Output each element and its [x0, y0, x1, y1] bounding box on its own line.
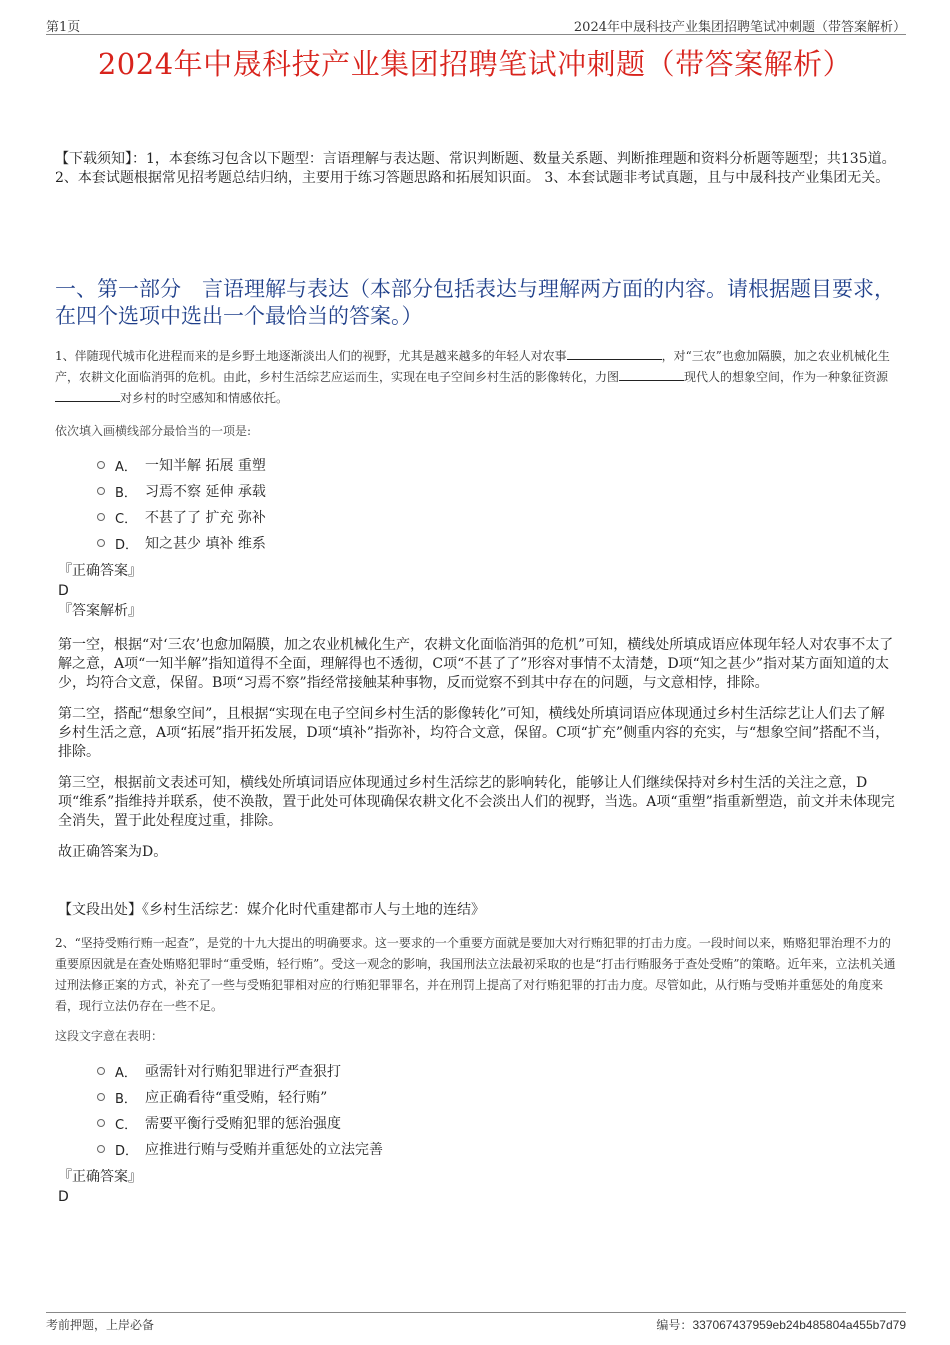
option-d[interactable]: D． 应推进行贿与受贿并重惩处的立法完善 — [97, 1136, 383, 1162]
option-a[interactable]: A． 一知半解 拓展 重塑 — [97, 452, 266, 478]
question-1-options — [97, 452, 266, 556]
radio-icon[interactable] — [97, 1093, 105, 1101]
option-b[interactable]: B． 应正确看待“重受贿，轻行贿” — [97, 1084, 383, 1110]
document-title: 2024年中晟科技产业集团招聘笔试冲刺题（带答案解析） — [97, 47, 853, 81]
answer-value: D — [58, 1189, 69, 1205]
page-header — [46, 14, 906, 35]
analysis-paragraph: 第三空，根据前文表述可知，横线处所填词语应体现通过乡村生活综艺的影响转化，能够让人们继续保持对乡村生活的关注之意，D项“维系”指维持并联系，使不涣散，置于此处可体现确保农耕文化不会淡出人们的视野，当选。A项“重塑”指重新塑造，前文并未体现完全消失，置于此处程度过重，排除。 — [58, 775, 895, 829]
page-footer — [46, 1312, 906, 1333]
option-d[interactable]: D． 知之甚少 填补 维系 — [97, 530, 266, 556]
option-a[interactable]: A． 亟需针对行贿犯罪进行严查狠打 — [97, 1058, 383, 1084]
page-number: 第1页 — [46, 20, 81, 35]
option-b[interactable]: B． 习焉不察 延伸 承载 — [97, 478, 266, 504]
analysis-paragraph: 第二空，搭配“想象空间”，且根据“实现在电子空间乡村生活的影像转化”可知，横线处所填词语应体现通过乡村生活综艺让人们去了解乡村生活之意，A项“拓展”指开拓发展，D项“填补”指弥补，均符合文意，保留。C项“扩充”侧重内容的充实，与“想象空间”搭配不当，排除。 — [58, 706, 890, 760]
radio-icon[interactable] — [97, 513, 105, 521]
analysis-label: 『答案解析』 — [58, 603, 142, 619]
answer-label: 『正确答案』 — [58, 1169, 142, 1185]
question-2-prompt: 这段文字意在表明： — [55, 1029, 164, 1043]
running-title: 2024年中晟科技产业集团招聘笔试冲刺题（带答案解析） — [573, 20, 906, 35]
question-2-stem: 2、“坚持受贿行贿一起查”，是党的十九大提出的明确要求。这一要求的一个重要方面就是要加大对行贿犯罪的打击力度。一段时间以来，贿赂犯罪治理不力的重要原因就是在查处贿赂犯罪时“重受贿，轻行贿”。受这一观念的影响，我国刑法立法最初采取的也是“打击行贿服务于查处受贿”的策略。近年来，立法机关通过刑法修正案的方式，补充了一些与受贿犯罪相对应的行贿犯罪罪名，并在刑罚上提高了对行贿犯罪的打击力度。尽管如此，从行贿与受贿并重惩处的角度来看，现行立法仍存在一些不足。 — [55, 936, 896, 1013]
passage-source: 【文段出处】《乡村生活综艺：媒介化时代重建都市人与土地的连结》 — [58, 902, 485, 918]
radio-icon[interactable] — [97, 539, 105, 547]
question-1-answer — [58, 561, 142, 621]
option-c[interactable]: C． 需要平衡行受贿犯罪的惩治强度 — [97, 1110, 383, 1136]
fill-blank-2 — [619, 368, 684, 381]
option-c[interactable]: C． 不甚了了 扩充 弥补 — [97, 504, 266, 530]
question-1-prompt: 依次填入画横线部分最恰当的一项是: — [55, 424, 252, 438]
fill-blank-1 — [567, 347, 662, 360]
question-1-stem: 1、伴随现代城市化进程而来的是乡野土地逐渐淡出人们的视野，尤其是越来越多的年轻人对农事 ，对“三农”也愈加隔膜，加之农业机械化生产，农耕文化面临消弭的危机。由此，乡村生活综艺应运而生，实现在电子空间乡村生活的影像转化，力图 现代人的想象空间，作为一种象征资源对乡村的时空感知和情感依托。 — [55, 349, 890, 405]
radio-icon[interactable] — [97, 1145, 105, 1153]
radio-icon[interactable] — [97, 1067, 105, 1075]
question-2-options — [97, 1058, 383, 1162]
question-2-answer — [58, 1167, 142, 1207]
radio-icon[interactable] — [97, 461, 105, 469]
section-heading: 一、第一部分 言语理解与表达（本部分包括表达与理解两方面的内容。请根据题目要求，在四个选项中选出一个最恰当的答案。） — [55, 277, 895, 328]
analysis-paragraph: 第一空，根据“对‘三农’也愈加隔膜，加之农业机械化生产，农耕文化面临消弭的危机”可知，横线处所填成语应体现年轻人对农事不太了解之意，A项“一知半解”指知道得不全面，理解得也不透彻，C项“不甚了了”形容对事情不太清楚，D项“知之甚少”指对某方面知道的太少，均符合文意，保留。B项“习焉不察”指经常接触某种事物，反而觉察不到其中存在的问题，与文意相悖，排除。 — [58, 637, 894, 691]
answer-label: 『正确答案』 — [58, 563, 142, 579]
serial-number: 编号：337067437959eb24b485804a455b7d79 — [656, 1318, 906, 1332]
question-1-analysis — [58, 636, 898, 874]
footer-slogan: 考前押题，上岸必备 — [46, 1318, 155, 1332]
fill-blank-3 — [55, 389, 120, 402]
download-notice: 【下载须知】：1，本套练习包含以下题型：言语理解与表达题、常识判断题、数量关系题、判断推理题和资料分析题等题型；共135道。 2、本套试题根据常见招考题总结归纳，主要用于练习答题思路和拓展知识面。 3、本套试题非考试真题，且与中晟科技产业集团无关。 — [55, 151, 896, 186]
answer-value: D — [58, 583, 69, 599]
radio-icon[interactable] — [97, 1119, 105, 1127]
radio-icon[interactable] — [97, 487, 105, 495]
analysis-paragraph: 故正确答案为D。 — [58, 844, 168, 860]
